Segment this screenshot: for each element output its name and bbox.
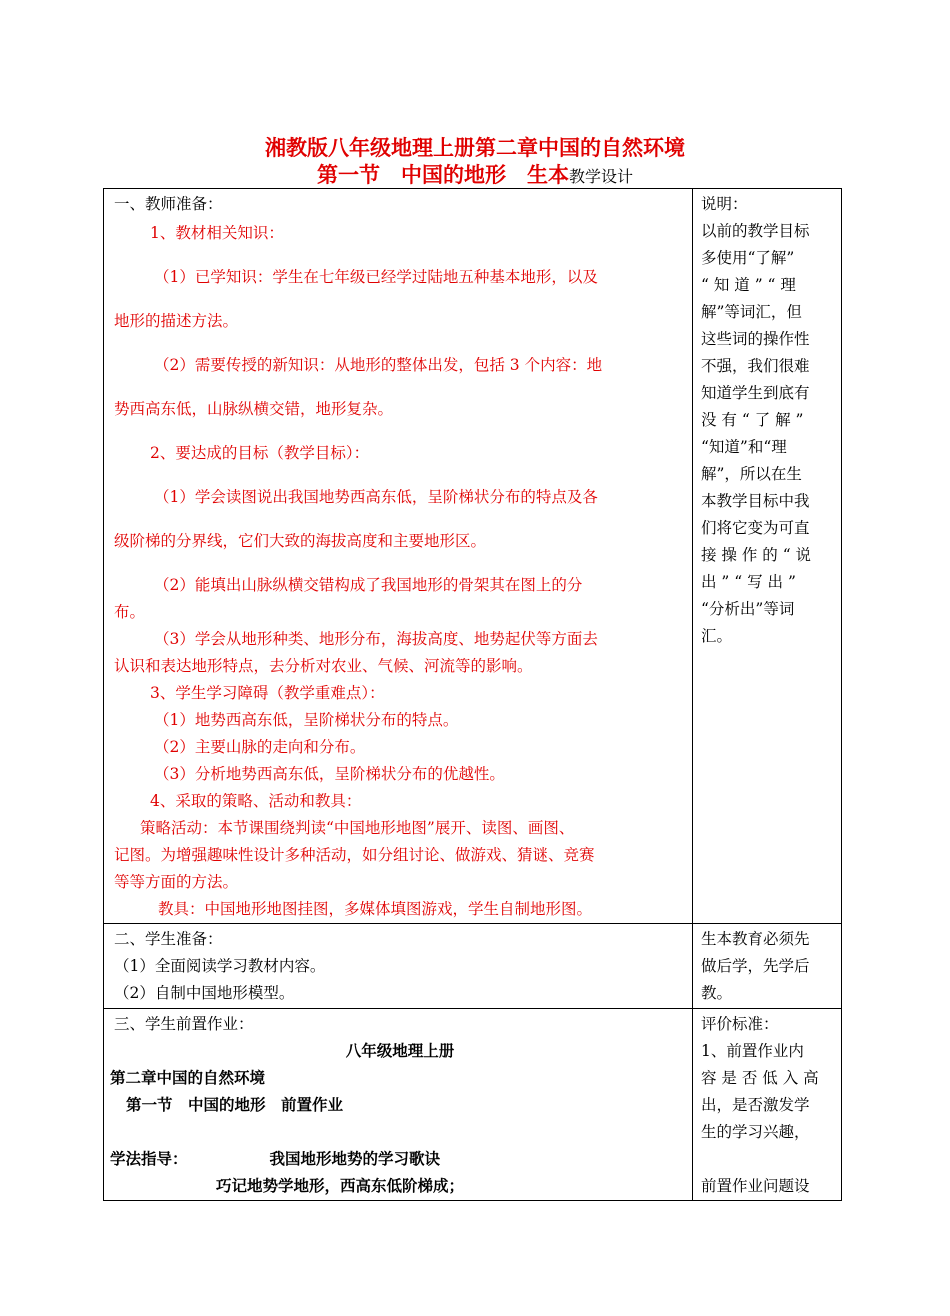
side-note-line: 不强，我们很难 (701, 357, 810, 375)
item2-p3a: （3）学会从地形种类、地形分布，海拔高度、地势起伏等方面去 (154, 630, 598, 648)
side-note-line: 知道学生到底有 (701, 384, 810, 402)
side-note-line: “知道”和“理 (701, 438, 787, 456)
subtitle-red: 第一节 中国的地形 生本 (316, 163, 569, 187)
preview-homework-note-cell (693, 1009, 842, 1201)
side-note-line: 评价标准： (701, 1015, 779, 1033)
row-preview-homework (104, 1009, 842, 1201)
row-teacher-prep (104, 189, 842, 924)
lesson-plan-table (103, 188, 842, 1201)
item4-p1a: 策略活动：本节课围绕判读“中国地形地图”展开、读图、画图、 (140, 819, 575, 837)
item1-p2a: （2）需要传授的新知识：从地形的整体出发，包括 3 个内容：地 (154, 356, 603, 374)
student-prep-p2: （2）自制中国地形模型。 (114, 984, 295, 1002)
section-heading: 三、学生前置作业： (114, 1015, 254, 1033)
item4-p1b: 记图。为增强趣味性设计多种活动，如分组讨论、做游戏、猜谜、竞赛 (114, 846, 595, 864)
homework-section: 第一节 中国的地形 前置作业 (126, 1096, 344, 1114)
study-method-label: 学法指导： (110, 1150, 188, 1168)
side-note-line: 本教学目标中我 (701, 492, 810, 510)
student-prep-p1: （1）全面阅读学习教材内容。 (114, 957, 326, 975)
item4-title: 4、采取的策略、活动和教具： (150, 792, 362, 810)
item2-title: 2、要达成的目标（教学目标）： (150, 444, 370, 462)
item2-p1b: 级阶梯的分界线，它们大致的海拔高度和主要地形区。 (114, 532, 487, 550)
item4-p2: 教具：中国地形地图挂图，多媒体填图游戏，学生自制地形图。 (158, 900, 593, 918)
homework-subtitle: 八年级地理上册 (345, 1042, 455, 1060)
row-student-prep (104, 924, 842, 1009)
side-note-line: “ 知 道 ” “ 理 (701, 276, 796, 294)
item2-p2b: 布。 (114, 603, 146, 621)
side-note-line: 多使用“了解” (701, 249, 795, 267)
item3-title: 3、学生学习障碍（教学重难点）： (150, 684, 385, 702)
side-note-line: 解”等词汇，但 (701, 303, 802, 321)
document-title: 湘教版八年级地理上册第二章中国的自然环境 (265, 136, 685, 160)
side-note-line: 解”，所以在生 (701, 465, 802, 483)
item2-p2a: （2）能填出山脉纵横交错构成了我国地形的骨架其在图上的分 (154, 576, 583, 594)
section-heading: 二、学生准备： (114, 930, 223, 948)
student-prep-cell (104, 924, 693, 1009)
side-note-line (701, 1146, 833, 1173)
side-note-line: 生的学习兴趣， (701, 1123, 810, 1141)
document-subtitle (0, 161, 950, 191)
study-method-line (110, 1146, 686, 1173)
side-note-line: 前置作业问题设 (701, 1177, 810, 1195)
side-note-line: 没 有 “ 了 解 ” (701, 411, 804, 429)
student-prep-note-cell (693, 924, 842, 1009)
side-note-line: 们将它变为可直 (701, 519, 810, 537)
item1-p1b: 地形的描述方法。 (114, 312, 239, 330)
side-note-line: 出 ” “ 写 出 ” (701, 573, 796, 591)
side-note-line: 以前的教学目标 (701, 222, 810, 240)
side-note-line: 这些词的操作性 (701, 330, 810, 348)
study-method-title: 我国地形地势的学习歌诀 (269, 1150, 441, 1168)
item1-p2b: 势西高东低，山脉纵横交错，地形复杂。 (114, 400, 394, 418)
subtitle-suffix: 教学设计 (568, 167, 633, 186)
item3-p2: （2）主要山脉的走向和分布。 (154, 738, 366, 756)
side-note-line: 出，是否激发学 (701, 1096, 810, 1114)
verse-line-1: 巧记地势学地形，西高东低阶梯成； (216, 1177, 465, 1195)
item3-p3: （3）分析地势西高东低，呈阶梯状分布的优越性。 (154, 765, 505, 783)
side-note-line: 生本教育必须先 (701, 930, 810, 948)
homework-chapter: 第二章中国的自然环境 (110, 1069, 266, 1087)
section-heading: 一、教师准备： (114, 195, 223, 213)
side-note-line: 容 是 否 低 入 高 (701, 1069, 819, 1087)
side-note-line: “分析出”等词 (701, 600, 795, 618)
teacher-prep-cell (104, 189, 693, 924)
side-note-criteria (693, 1009, 841, 1200)
side-note-principle (693, 924, 841, 1007)
teacher-prep-note-cell (693, 189, 842, 924)
side-note-line: 1、前置作业内 (701, 1042, 804, 1060)
preview-homework-cell (104, 1009, 693, 1201)
item3-p1: （1）地势西高东低，呈阶梯状分布的特点。 (154, 711, 459, 729)
item1-title: 1、教材相关知识： (150, 224, 284, 242)
side-note-explanation (693, 189, 841, 650)
item1-p1a: （1）已学知识：学生在七年级已经学过陆地五种基本地形，以及 (154, 268, 598, 286)
side-note-line: 做后学，先学后 (701, 957, 810, 975)
item4-p1c: 等等方面的方法。 (114, 873, 239, 891)
item2-p1a: （1）学会读图说出我国地势西高东低，呈阶梯状分布的特点及各 (154, 488, 598, 506)
side-note-line: 说明： (701, 195, 748, 213)
side-note-line: 接 操 作 的 “ 说 (701, 546, 812, 564)
side-note-line: 汇。 (701, 627, 733, 645)
item2-p3b: 认识和表达地形特点，去分析对农业、气候、河流等的影响。 (114, 657, 533, 675)
side-note-line: 教。 (701, 984, 733, 1002)
